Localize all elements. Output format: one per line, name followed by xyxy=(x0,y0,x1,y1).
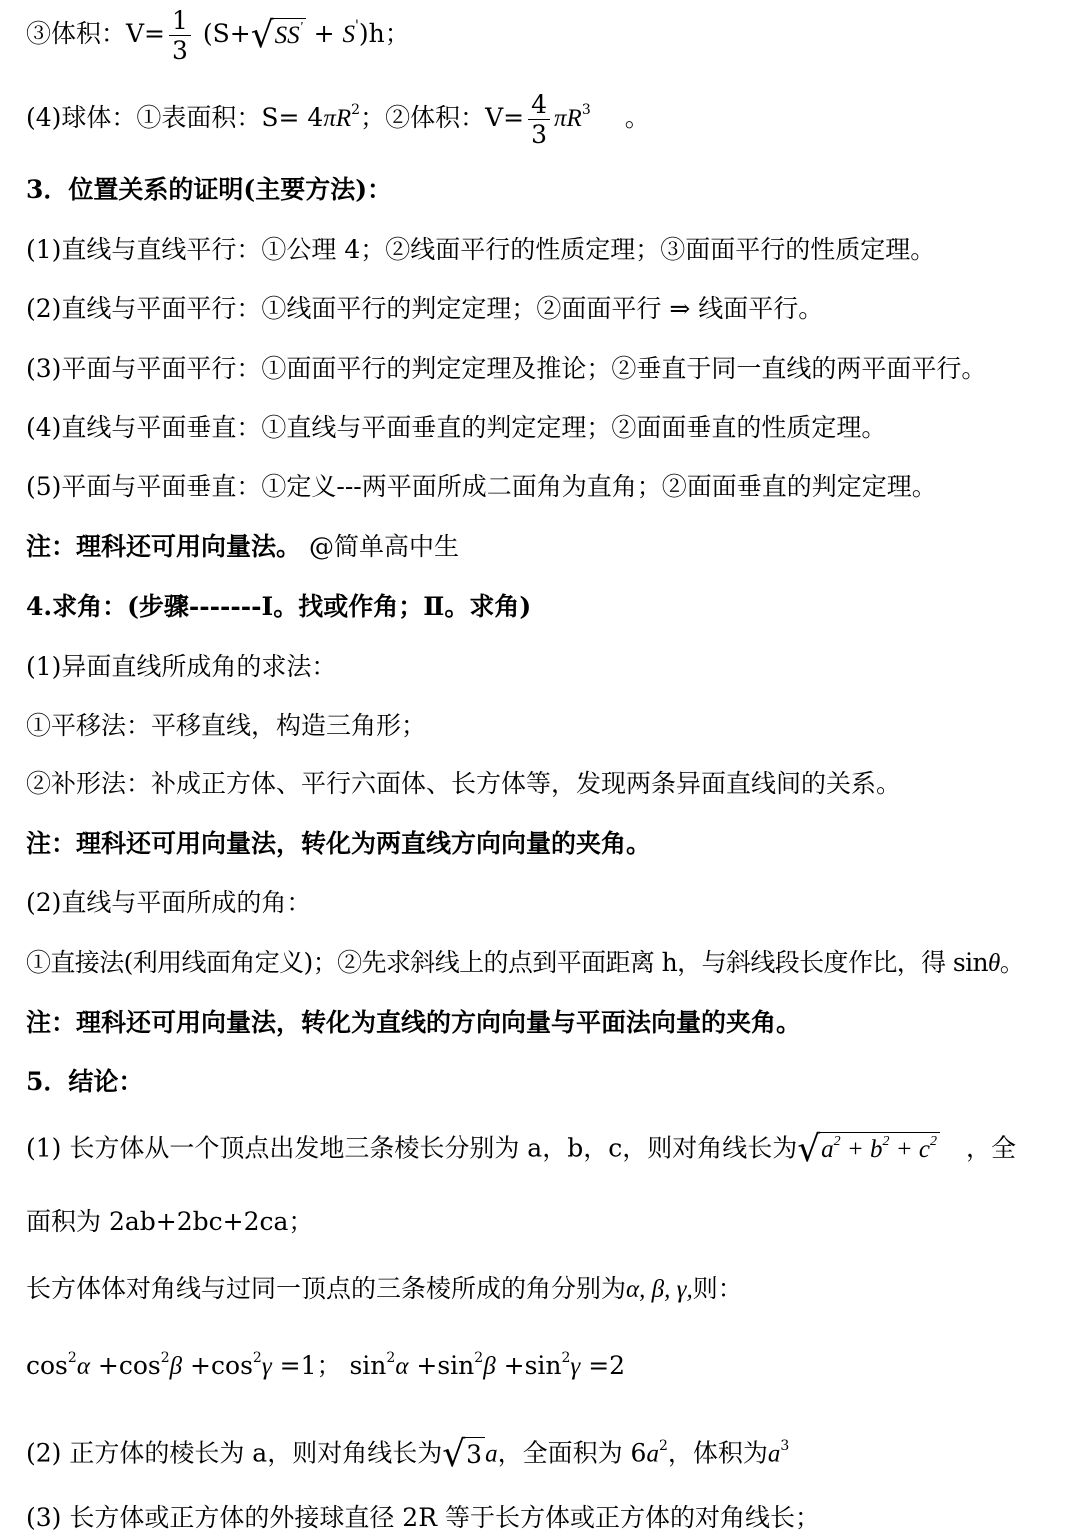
frustum-volume-formula: ③体积：V= $\frac{1}{3}$ (S+ √ SS' + S')h； xyxy=(26,6,410,65)
list-item: (4)直线与平面垂直：①直线与平面垂直的判定定理；②面面垂直的性质定理。 xyxy=(26,413,887,442)
list-item: (5)平面与平面垂直：①定义---两平面所成二面角为直角；②面面垂直的判定定理。 xyxy=(26,472,937,501)
sqrt-ss: √ SS' xyxy=(251,18,306,54)
list-item: (2)直线与平面所成的角： xyxy=(26,888,312,917)
volume-label: ③体积：V= xyxy=(26,19,166,48)
sqrt-abc: √ $a^2 + b^2 + c^2$ xyxy=(797,1132,940,1168)
radical-sign: √ xyxy=(797,1129,821,1170)
list-item: ②补形法：补成正方体、平行六面体、长方体等，发现两条异面直线间的关系。 xyxy=(26,769,902,798)
list-item: ①平移法：平移直线，构造三角形； xyxy=(26,711,427,740)
sphere-formula: (4)球体：①表面积：$S= 4\pi R^2$；②体积：V= $\frac{4}{3}$ $\pi R^3$ 。 xyxy=(26,90,650,149)
note-line: 注：理科还可用向量法，转化为直线的方向向量与平面法向量的夹角。 xyxy=(26,1008,802,1037)
section-heading-5: 5．结论： xyxy=(26,1067,144,1096)
watermark-text: @简单高中生 xyxy=(301,532,459,561)
cuboid-diagonal-statement: (1) 长方体从一个顶点出发地三条棱长分别为 a，b，c，则对角线长为 √ $a^2 + b^2 + c^2$ ，全 xyxy=(26,1129,1017,1170)
section-heading-3: 3．位置关系的证明(主要方法)： xyxy=(26,175,393,204)
note-line: 注：理科还可用向量法，转化为两直线方向向量的夹角。 xyxy=(26,829,652,858)
cos-sin-identity: $\cos^2\alpha +\cos^2\beta +\cos^2\gamma =1$； $\sin^2\alpha +\sin^2\beta +\sin^2\gamma =2$ xyxy=(26,1350,626,1380)
radical-sign: √ xyxy=(442,1434,466,1475)
note-line: 注：理科还可用向量法。 @简单高中生 xyxy=(26,532,459,561)
sqrt-3: √ 3 xyxy=(442,1437,485,1473)
list-item: (2)直线与平面平行：①线面平行的判定定理；②面面平行 ⇒ 线面平行。 xyxy=(26,294,824,323)
fraction-one-third: $\frac{1}{3}$ xyxy=(169,8,191,63)
section-heading-4: 4.求角：(步骤-------Ⅰ。找或作角；Ⅱ。求角) xyxy=(26,592,532,621)
radical-sign: √ xyxy=(250,14,274,56)
list-item: 长方体体对角线与过同一顶点的三条棱所成的角分别为α, β, γ,则： xyxy=(26,1274,743,1303)
list-item: (1)异面直线所成角的求法： xyxy=(26,652,337,681)
fraction-four-thirds: $\frac{4}{3}$ xyxy=(528,92,550,147)
list-item: (3)平面与平面平行：①面面平行的判定定理及推论；②垂直于同一直线的两平面平行。 xyxy=(26,354,987,383)
list-item: ①直接法(利用线面角定义)；②先求斜线上的点到平面距离 h，与斜线段长度作比，得 sinθ。 xyxy=(26,948,1025,977)
cube-statement: (2) 正方体的棱长为 a，则对角线长为 √ 3 a，全面积为 $6a^2$，体积为$a^3$ xyxy=(26,1434,790,1475)
list-item: (1)直线与直线平行：①公理 4；②线面平行的性质定理；③面面平行的性质定理。 xyxy=(26,235,936,264)
list-item: (3) 长方体或正方体的外接球直径 2R 等于长方体或正方体的对角线长； xyxy=(26,1503,820,1532)
list-item: 面积为 2ab+2bc+2ca； xyxy=(26,1207,314,1236)
